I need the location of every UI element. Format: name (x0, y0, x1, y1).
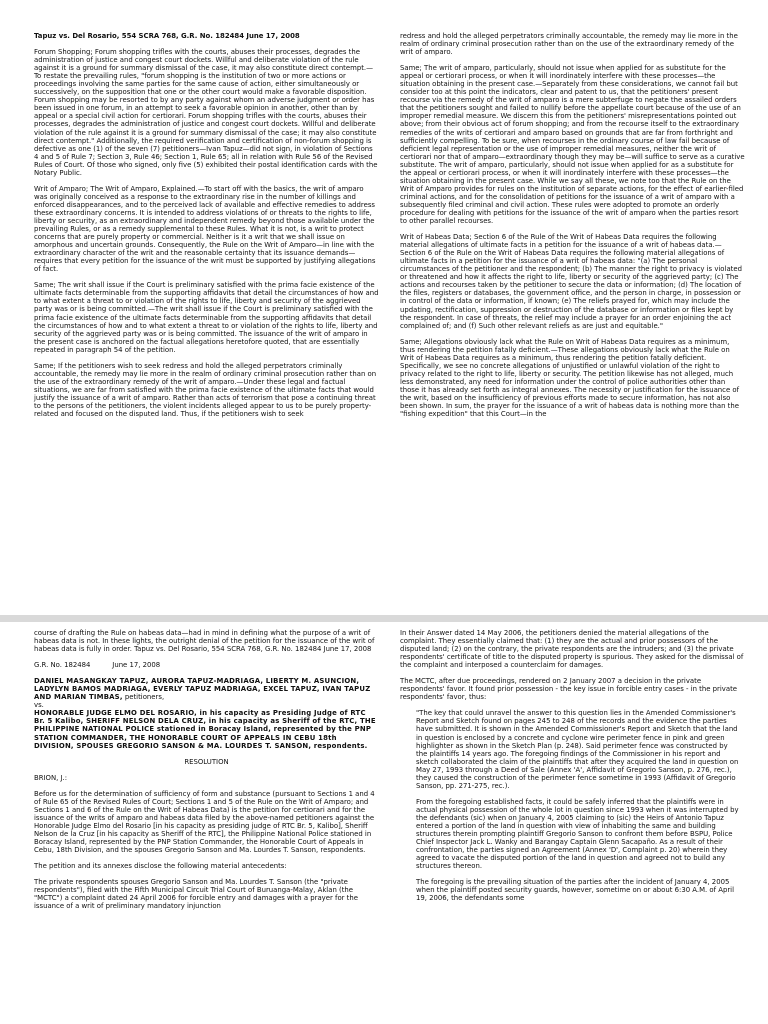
petitioners-names: DANIEL MASANGKAY TAPUZ, AURORA TAPUZ-MADRIAGA, LIBERTY M. ASUNCION, LADYLYN BAMOS MADRIAGA, EVERLY TAPUZ MADRIAGA, EXCEL TAPUZ, IVAN TAPUZ AND MARIAN TIMBAS, (34, 677, 371, 702)
syllabus-writ-issuance: Same; The writ shall issue if the Court is preliminary satisfied with the prima facie existence of the ultimate facts determinable from the supporting affidavits that detail the circumstances of how and to what extent a threat to or violation of the rights to life, liberty and security of the aggrieved party was or is being committed.—The writ shall issue if the Court is preliminary satisfied with the prima facie existence of the ultimate facts determinable from the supporting affidavits that detail the circumstances of how and to what extent a threat to or violation of the rights to life, liberty and security of the aggrieved party was or is being committed. The issuance of the writ of amparo in the present case is anchored on the factual allegations heretofore quoted, that are essentially repeated in paragraph 54 of the petition. (34, 281, 379, 354)
page1-right-column (400, 32, 745, 426)
petitioners-block (34, 677, 379, 701)
quoted-finding-2: From the foregoing established facts, it could be safely inferred that the plaintiffs were in actual physical possession of the whole lot in question since 1993 when it was interrupted by the defendants (sic) when on January 4, 2005 claiming to (sic) the Heirs of Antonio Tapuz entered a portion of the land in question with view of inhabiting the same and building structures therein prompting plaintiff Gregorio Sanson to confront them before BSPU, Police Chief Inspector Jack L. Wanky and Barangay Captain Glenn Sacapaño. As a result of their confrontation, the parties signed an Agreement (Annex 'D', Complaint p. 20) wherein they agreed to vacate the disputed portion of the land in question and agreed not to build any structures thereon. (416, 797, 739, 871)
syllabus-habeas-data-deficient: Same; Allegations obviously lack what the Rule on Writ of Habeas Data requires as a minimum, thus rendering the petition fatally deficient.—These allegations obviously lack what the Rule on Writ of Habeas Data requires as a minimum, thus rendering the petition fatally deficient. Specifically, we see no concrete allegations of unjustified or unlawful violation of the right to privacy related to the right to life, liberty or security. The petition likewise has not alleged, much less demonstrated, any need for information under the control of police authorities other than those it has already set forth as integral annexes. The necessity or justification for the issuance of the writ, based on the insufficiency of previous efforts made to secure information, has not also been shown. In sum, the prayer for the issuance of a writ of habeas data is nothing more than the "fishing expedition" that this Court—in the (400, 337, 740, 419)
syllabus-amparo-substitute: Same; The writ of amparo, particularly, should not issue when applied for as substitute for the appeal or certiorari process, or when it will inordinately interfere with these processes—the situation obtaining in the present case.—Separately from these considerations, we cannot fail but consider too at this point the indicators, clear and patent to us, that the petitioners' present recourse via the remedy of the writ of amparo is a mere subterfuge to negate the assailed orders that the petitioners sought and failed to nullify before the appellate court because of the use of an improper remedial measure. We discern this from the petitioners' misrepresentations pointed out above; from their obvious act of forum shopping; and from the recourse itself to the extraordinary remedies of the writs of certiorari and amparo based on grounds that are far from forthright and sufficiently compelling. To be sure, when recourses in the ordinary course of law fail because of deficient legal representation or the use of improper remedial measures, neither the writ of certiorari nor that of amparo—extraordinary though they may be—will suffice to serve as a curative substitute. The writ of amparo, particularly, should not issue when applied for as a substitute for the appeal or certiorari process, or when it will inordinately interfere with these processes—the situation obtaining in the present case. While we say all these, we note too that the Rule on the Writ of Amparo provides for rules on the institution of separate actions, for the effect of earlier-filed criminal actions, and for the consolidation of petitions for the issuance of a writ of amparo with a subsequently filed criminal and civil action. These rules were adopted to promote an orderly procedure for dealing with petitions for the issuance of the writ of amparo when the parties resort to other parallel recourses. (400, 64, 745, 226)
syllabus-writ-of-amparo: Writ of Amparo; The Writ of Amparo, Explained.—To start off with the basics, the writ of amparo was originally conceived as a response to the extraordinary rise in the number of killings and enforced disappearances, and to the perceived lack of available and effective remedies to address these extraordinary concerns. It is intended to address violations of or threats to the rights to life, liberty or security, as an extraordinary and independent remedy beyond those available under the prevailing Rules, or as a remedy supplemental to these Rules. What it is not, is a writ to protect concerns that are purely property or commercial. Neither is it a writ that we shall issue on amorphous and uncertain grounds. Consequently, the Rule on the Writ of Amparo—in line with the extraordinary character of the writ and the reasonable certainty that its issuance demands—requires that every petition for the issuance of the writ must be supported by justifying allegations of fact. (34, 184, 376, 274)
page1-left-column (34, 32, 379, 426)
petitioners-role: petitioners, (122, 693, 165, 702)
resolution-heading: RESOLUTION (184, 757, 229, 766)
respondents-block: HONORABLE JUDGE ELMO DEL ROSARIO, in his capacity as Presiding Judge of RTC Br. 5 Kalibo, SHERIFF NELSON DELA CRUZ, in his capacity as Sheriff of the RTC, THE PHILIPPINE NATIONAL POLICE stationed in Boracay Island, represented by the PNP STATION COMMANDER, THE HONORABLE COURT OF APPEALS IN CEBU 18th DIVISION, SPOUSES GREGORIO SANSON & MA. LOURDES T. SANSON, respondents. (34, 709, 376, 750)
document-page-2 (0, 622, 768, 1024)
case-citation-header: Tapuz vs. Del Rosario, 554 SCRA 768, G.R. No. 182484 June 17, 2008 (34, 32, 300, 40)
syllabus-criminal-prosecution: Same; If the petitioners wish to seek redress and hold the alleged perpetrators criminally accountable, the remedy may lie more in the realm of ordinary criminal prosecution rather than on the use of the extraordinary remedy of the writ of amparo.—Under these legal and factual situations, we are far from satisfied with the prima facie existence of the ultimate facts that would justify the issuance of a writ of amparo. Rather than acts of terrorism that pose a continuing threat to the persons of the petitioners, the violent incidents alleged appear to us to be purely property-related and focused on the disputed land. Thus, if the petitioners wish to seek (34, 361, 377, 419)
gr-number-line: G.R. No. 182484 June 17, 2008 (34, 661, 161, 670)
syllabus-forum-shopping: Forum Shopping; Forum shopping trifles with the courts, abuses their processes, degrades the administration of justice and congest court dockets. Willful and deliberate violation of the rule against it is a ground for summary dismissal of the case, it may also constitute direct contempt.—To restate the prevailing rules, "forum shopping is the institution of two or more actions or proceedings involving the same parties for the same cause of action, either simultaneously or successively, on the supposition that one or the other court would make a favorable disposition. Forum shopping may be resorted to by any party against whom an adverse judgment or order has been issued in one forum, in an attempt to seek a favorable opinion in another, other than by appeal or a special civil action for certiorari. Forum shopping trifles with the courts, abuses their processes, degrades the administration of justice and congest court dockets. Willful and deliberate violation of the rule against it is a ground for summary dismissal of the case; it may also constitute direct contempt." Additionally, the required verification and certification of non-forum shopping is defective as one (1) of the seven (7) petitioners—Ivan Tapuz—did not sign, in violation of Sections 4 and 5 of Rule 7; Section 3, Rule 46; Section 1, Rule 65; all in relation with Rule 56 of the Revised Rules of Court. Of those who signed, only five (5) exhibited their postal identification cards with the Notary Public. (34, 48, 378, 177)
resolution-intro-paragraph: Before us for the determination of sufficiency of form and substance (pursuant to Sections 1 and 4 of Rule 65 of the Revised Rules of Court; Sections 1 and 5 of the Rule on the Writ of Amparo; and Sections 1 and 6 of the Rule on the Writ of Habeas Data) is the petition for certiorari and for the issuance of the writs of amparo and habeas data filed by the above-named petitioners against the Honorable Judge Elmo del Rosario [in his capacity as presiding judge of RTC Br. 5, Kalibo], Sheriff Nelson de la Cruz [in his capacity as Sheriff of the RTC], the Philippine National Police stationed in Boracay Island, represented by the PNP Station Commander, the Honorable Court of Appeals in Cebu, 18th Division, and the spouses Gregorio Sanson and Ma. Lourdes T. Sanson, respondents. (34, 789, 375, 855)
versus-label: vs. (34, 701, 44, 710)
syllabus-conclusion: course of drafting the Rule on habeas data—had in mind in defining what the purpose of a writ of habeas data is not. In these lights, the outright denial of the petition for the issuance of the writ of habeas data is fully in order. Tapuz vs. Del Rosario, 554 SCRA 768, G.R. No. 182484 June 17, 2008 (34, 629, 375, 654)
quoted-finding-1: "The key that could unravel the answer to this question lies in the Amended Commissioner's Report and Sketch found on pages 245 to 248 of the records and the evidence the parties have submitted. It is shown in the Amended Commissioner's Report and Sketch that the land in question is enclosed by a concrete and cyclone wire perimeter fence in pink and green highlighter as shown in the Sketch Plan (p. 248). Said perimeter fence was constructed by the plaintiffs 14 years ago. The foregoing findings of the Commissioner in his report and sketch collaborated the claim of the plaintiffs that after they acquired the land in question on May 27, 1993 through a Deed of Sale (Annex 'A', Affidavit of Gregorio Sanson, p. 276, rec.), they caused the construction of the perimeter fence sometime in 1993 (Affidavit of Gregorio Sanson, pp. 271-275, rec.). (416, 709, 739, 790)
complaint-paragraph: The private respondents spouses Gregorio Sanson and Ma. Lourdes T. Sanson (the "private respondents"), filed with the Fifth Municipal Circuit Trial Court of Buruanga-Malay, Aklan (the "MCTC") a complaint dated 24 April 2006 for forcible entry and damages with a prayer for the issuance of a writ of preliminary mandatory injunction (34, 878, 358, 911)
page2-right-column (400, 629, 745, 910)
quoted-finding-3: The foregoing is the prevailing situation of the parties after the incident of January 4, 2005 when the plaintiff posted security guards, however, sometime on or about 6:30 A.M. of April 19, 2006, the defendants some (416, 878, 734, 903)
syllabus-continuation: redress and hold the alleged perpetrators criminally accountable, the remedy may lie more in the realm of ordinary criminal prosecution rather than on the use of the extraordinary remedy of the writ of amparo. (400, 32, 738, 57)
answer-paragraph: In their Answer dated 14 May 2006, the petitioners denied the material allegations of the complaint. They essentially claimed that: (1) they are the actual and prior possessors of the disputed land; (2) on the contrary, the private respondents are the intruders; and (3) the private respondents' certificate of title to the disputed property is spurious. They asked for the dismissal of the complaint and interposed a counterclaim for damages. (400, 629, 744, 670)
mctc-decision-paragraph: The MCTC, after due proceedings, rendered on 2 January 2007 a decision in the private respondents' favor. It found prior possession - the key issue in forcible entry cases - in the private respondents' favor, thus: (400, 677, 738, 702)
antecedents-intro: The petition and its annexes disclose the following material antecedents: (34, 862, 287, 871)
page2-left-column (34, 629, 379, 918)
page-separator (0, 615, 768, 622)
syllabus-habeas-data-requirements: Writ of Habeas Data; Section 6 of the Rule of the Writ of Habeas Data requires the following material allegations of ultimate facts in a petition for the issuance of a writ of habeas data.—Section 6 of the Rule on the Writ of Habeas Data requires the following material allegations of ultimate facts in a petition for the issuance of a writ of habeas data: "(a) The personal circumstances of the petitioner and the respondent; (b) The manner the right to privacy is violated or threatened and how it affects the right to life, liberty or security of the aggrieved party; (c) The actions and recourses taken by the petitioner to secure the data or information; (d) The location of the files, registers or databases, the government office, and the person in charge, in possession or in control of the data or information, if known; (e) The reliefs prayed for, which may include the updating, rectification, suppression or destruction of the database or information or files kept by the respondent. In case of threats, the relief may include a prayer for an order enjoining the act complained of; and (f) Such other relevant reliefs as are just and equitable." (400, 233, 742, 330)
ponente-line: BRION, J.: (34, 773, 68, 782)
